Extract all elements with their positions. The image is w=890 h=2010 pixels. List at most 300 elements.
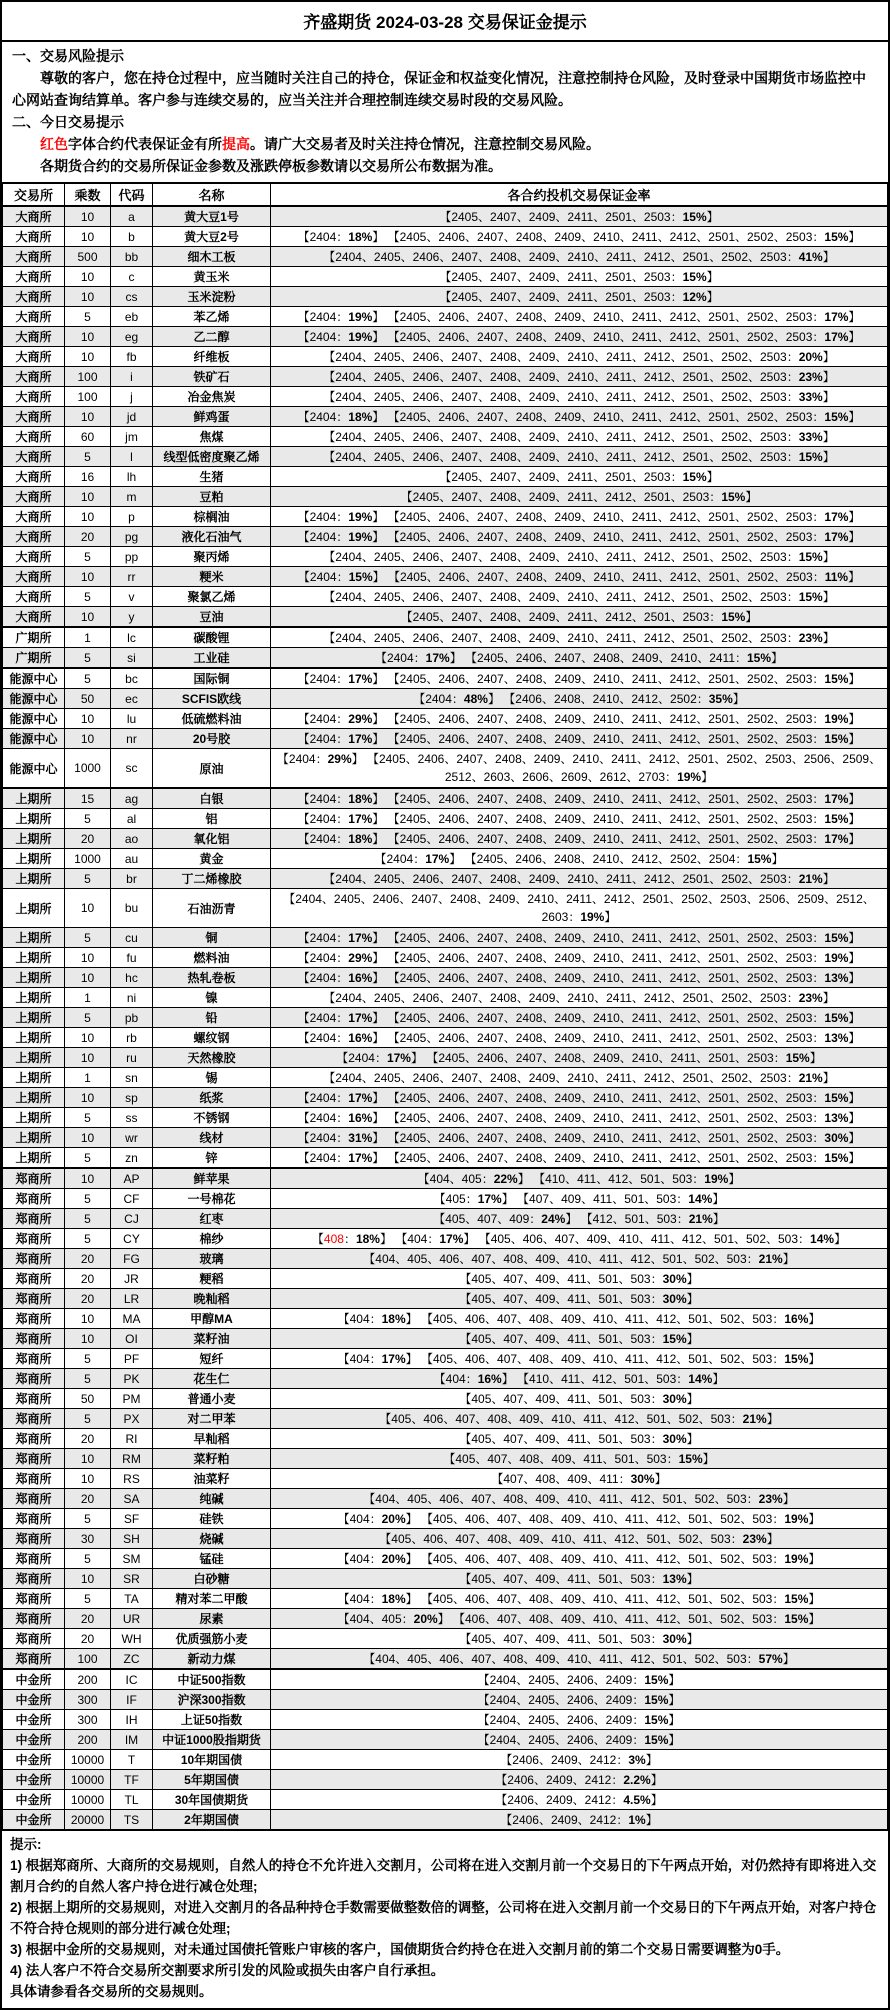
red-highlight-text: 提高	[222, 136, 250, 152]
code-cell: bc	[111, 668, 153, 689]
table-row	[3, 1209, 888, 1229]
table-row	[3, 206, 888, 227]
exchange-cell: 上期所	[3, 1128, 65, 1148]
multiplier-cell: 15	[65, 788, 111, 809]
margin-rates-cell: 【404：20%】 【405、406、407、408、409、410、411、412、501、502、503：19%】	[271, 1509, 888, 1529]
table-row	[3, 1569, 888, 1589]
product-name-cell: 黄大豆2号	[153, 227, 271, 247]
exchange-cell: 大商所	[3, 427, 65, 447]
multiplier-cell: 20	[65, 1429, 111, 1449]
table-row	[3, 1369, 888, 1389]
multiplier-cell: 5	[65, 1189, 111, 1209]
table-row	[3, 347, 888, 367]
exchange-cell: 郑商所	[3, 1329, 65, 1349]
multiplier-cell: 10	[65, 948, 111, 968]
code-cell: ni	[111, 988, 153, 1008]
margin-rates-cell: 【2404、2405、2406、2407、2408、2409、2410、2411、2412、2501、2502、2503：33%】	[271, 387, 888, 407]
exchange-cell: 大商所	[3, 267, 65, 287]
product-name-cell: 棕榈油	[153, 507, 271, 527]
multiplier-cell: 20	[65, 1629, 111, 1649]
raised-margin-contract: 408	[323, 1231, 344, 1246]
multiplier-cell: 200	[65, 1730, 111, 1750]
margin-rates-cell: 【2405、2407、2409、2411、2501、2503：15%】	[271, 467, 888, 487]
table-row	[3, 829, 888, 849]
table-row	[3, 1649, 888, 1670]
exchange-cell: 郑商所	[3, 1589, 65, 1609]
code-cell: IH	[111, 1710, 153, 1730]
exchange-cell: 郑商所	[3, 1369, 65, 1389]
margin-rates-cell: 【2404、2405、2406、2409：15%】	[271, 1690, 888, 1710]
code-cell: v	[111, 587, 153, 607]
table-row	[3, 507, 888, 527]
exchange-cell: 郑商所	[3, 1189, 65, 1209]
table-row	[3, 467, 888, 487]
multiplier-cell: 5	[65, 1409, 111, 1429]
margin-rates-cell: 【405、407、409、411、501、503：30%】	[271, 1629, 888, 1649]
multiplier-cell: 20	[65, 1609, 111, 1629]
multiplier-cell: 5	[65, 1589, 111, 1609]
product-name-cell: 晚籼稻	[153, 1289, 271, 1309]
exchange-cell: 郑商所	[3, 1349, 65, 1369]
multiplier-cell: 1000	[65, 749, 111, 789]
code-cell: al	[111, 809, 153, 829]
table-row	[3, 1710, 888, 1730]
multiplier-cell: 5	[65, 1148, 111, 1169]
margin-rates-cell: 【405、407、408、409、411、501、503：15%】	[271, 1449, 888, 1469]
margin-rates-cell: 【404、405、406、407、408、409、410、411、412、501、502、503：57%】	[271, 1649, 888, 1670]
product-name-cell: 聚丙烯	[153, 547, 271, 567]
exchange-cell: 郑商所	[3, 1509, 65, 1529]
code-cell: bb	[111, 247, 153, 267]
margin-rates-cell: 【405：17%】 【407、409、411、501、503：14%】	[271, 1189, 888, 1209]
product-name-cell: 精对苯二甲酸	[153, 1589, 271, 1609]
margin-rates-cell: 【2404：19%】 【2405、2406、2407、2408、2409、2410、2411、2412、2501、2502、2503：17%】	[271, 307, 888, 327]
table-row	[3, 1609, 888, 1629]
product-name-cell: 新动力煤	[153, 1649, 271, 1670]
code-cell: i	[111, 367, 153, 387]
table-row	[3, 849, 888, 869]
code-cell: lc	[111, 627, 153, 648]
margin-rates-cell: 【2404：17%】 【2405、2406、2407、2408、2409、2410、2411、2412、2501、2502、2503：15%】	[271, 928, 888, 948]
multiplier-cell: 10	[65, 1449, 111, 1469]
code-cell: sn	[111, 1068, 153, 1088]
table-row	[3, 1509, 888, 1529]
margin-rates-cell: 【408：18%】 【404：17%】 【405、406、407、409、410、411、412、501、502、503：14%】	[271, 1229, 888, 1249]
table-row	[3, 1229, 888, 1249]
multiplier-cell: 5	[65, 307, 111, 327]
code-cell: b	[111, 227, 153, 247]
product-name-cell: 豆粕	[153, 487, 271, 507]
code-cell: ag	[111, 788, 153, 809]
multiplier-cell: 10	[65, 889, 111, 928]
exchange-cell: 上期所	[3, 1068, 65, 1088]
product-name-cell: 纸浆	[153, 1088, 271, 1108]
exchange-cell: 上期所	[3, 1108, 65, 1128]
multiplier-cell: 5	[65, 1108, 111, 1128]
product-name-cell: 碳酸锂	[153, 627, 271, 648]
product-name-cell: 中证1000股指期货	[153, 1730, 271, 1750]
code-cell: PK	[111, 1369, 153, 1389]
exchange-cell: 中金所	[3, 1810, 65, 1831]
exchange-cell: 上期所	[3, 889, 65, 928]
exchange-cell: 中金所	[3, 1710, 65, 1730]
table-row	[3, 607, 888, 628]
code-cell: SR	[111, 1569, 153, 1589]
table-row	[3, 267, 888, 287]
multiplier-cell: 10	[65, 206, 111, 227]
multiplier-cell: 1	[65, 627, 111, 648]
margin-rates-cell: 【405、407、409、411、501、503：15%】	[271, 1329, 888, 1349]
product-name-cell: 30年国债期货	[153, 1790, 271, 1810]
margin-rates-cell: 【404：16%】 【410、411、412、501、503：14%】	[271, 1369, 888, 1389]
product-name-cell: 鲜苹果	[153, 1168, 271, 1189]
code-cell: TF	[111, 1770, 153, 1790]
table-row	[3, 407, 888, 427]
exchange-cell: 能源中心	[3, 749, 65, 789]
header-name: 名称	[153, 183, 271, 206]
margin-rates-cell: 【405、407、409、411、501、503：30%】	[271, 1429, 888, 1449]
table-row	[3, 709, 888, 729]
product-name-cell: 低硫燃料油	[153, 709, 271, 729]
product-name-cell: 工业硅	[153, 648, 271, 669]
note-line: 3) 根据中金所的交易规则，对未通过国债托管账户审核的客户，国债期货合约持仓在进入交割月前的第二个交易日需要调整为0手。	[10, 1942, 790, 1957]
code-cell: hc	[111, 968, 153, 988]
exchange-cell: 中金所	[3, 1790, 65, 1810]
margin-rates-cell: 【405、406、407、408、409、410、411、412、501、502、503：21%】	[271, 1409, 888, 1429]
table-row	[3, 948, 888, 968]
exchange-cell: 上期所	[3, 968, 65, 988]
exchange-cell: 郑商所	[3, 1449, 65, 1469]
multiplier-cell: 5	[65, 668, 111, 689]
multiplier-cell: 5	[65, 928, 111, 948]
code-cell: cs	[111, 287, 153, 307]
exchange-cell: 中金所	[3, 1770, 65, 1790]
exchange-cell: 大商所	[3, 527, 65, 547]
exchange-cell: 郑商所	[3, 1489, 65, 1509]
exchange-cell: 上期所	[3, 1028, 65, 1048]
product-name-cell: 油菜籽	[153, 1469, 271, 1489]
margin-rates-cell: 【2404：19%】 【2405、2406、2407、2408、2409、2410、2411、2412、2501、2502、2503：17%】	[271, 527, 888, 547]
code-cell: fu	[111, 948, 153, 968]
code-cell: RI	[111, 1429, 153, 1449]
product-name-cell: 液化石油气	[153, 527, 271, 547]
margin-rates-cell: 【405、407、409、411、501、503：30%】	[271, 1389, 888, 1409]
code-cell: p	[111, 507, 153, 527]
table-row	[3, 928, 888, 948]
product-name-cell: 乙二醇	[153, 327, 271, 347]
notes-section	[2, 1831, 888, 2008]
product-name-cell: 线型低密度聚乙烯	[153, 447, 271, 467]
exchange-cell: 郑商所	[3, 1649, 65, 1670]
margin-rates-cell: 【2404：48%】 【2406、2408、2410、2412、2502：35%】	[271, 689, 888, 709]
multiplier-cell: 100	[65, 387, 111, 407]
multiplier-cell: 5	[65, 1349, 111, 1369]
table-row	[3, 1549, 888, 1569]
code-cell: si	[111, 648, 153, 669]
today-line1	[12, 133, 878, 155]
exchange-cell: 上期所	[3, 829, 65, 849]
multiplier-cell: 10	[65, 1329, 111, 1349]
exchange-cell: 大商所	[3, 587, 65, 607]
exchange-cell: 上期所	[3, 809, 65, 829]
product-name-cell: 豆油	[153, 607, 271, 628]
table-row	[3, 889, 888, 928]
code-cell: TS	[111, 1810, 153, 1831]
multiplier-cell: 20	[65, 829, 111, 849]
table-row	[3, 1148, 888, 1169]
margin-rates-cell: 【2404：17%】 【2405、2406、2408、2410、2412、2502、2504：15%】	[271, 849, 888, 869]
exchange-cell: 大商所	[3, 227, 65, 247]
code-cell: ss	[111, 1108, 153, 1128]
code-cell: ZC	[111, 1649, 153, 1670]
exchange-cell: 大商所	[3, 487, 65, 507]
margin-rates-cell: 【2404、2405、2406、2407、2408、2409、2410、2411、2412、2501、2502、2503：15%】	[271, 547, 888, 567]
table-row	[3, 1329, 888, 1349]
exchange-cell: 中金所	[3, 1669, 65, 1690]
product-name-cell: 黄大豆1号	[153, 206, 271, 227]
margin-rates-cell: 【2404：18%】 【2405、2406、2407、2408、2409、2410、2411、2412、2501、2502、2503：17%】	[271, 788, 888, 809]
product-name-cell: 一号棉花	[153, 1189, 271, 1209]
margin-rates-cell: 【2404：16%】 【2405、2406、2407、2408、2409、2410、2411、2412、2501、2502、2503：13%】	[271, 968, 888, 988]
multiplier-cell: 10	[65, 287, 111, 307]
table-row	[3, 247, 888, 267]
code-cell: m	[111, 487, 153, 507]
table-row	[3, 729, 888, 749]
product-name-cell: 尿素	[153, 1609, 271, 1629]
risk-heading: 一、交易风险提示	[12, 48, 124, 64]
exchange-cell: 广期所	[3, 648, 65, 669]
margin-rates-cell: 【2405、2407、2409、2411、2501、2503：15%】	[271, 206, 888, 227]
code-cell: PX	[111, 1409, 153, 1429]
exchange-cell: 郑商所	[3, 1309, 65, 1329]
table-row	[3, 668, 888, 689]
product-name-cell: 锌	[153, 1148, 271, 1169]
exchange-cell: 大商所	[3, 467, 65, 487]
multiplier-cell: 500	[65, 247, 111, 267]
product-name-cell: 生猪	[153, 467, 271, 487]
risk-text: 尊敬的客户，您在持仓过程中，应当随时关注自己的持仓，保证金和权益变化情况，注意控制持仓风险，及时登录中国期货市场监控中心网站查询结算单。客户参与连续交易的，应当关注并合理控制连续交易时段的交易风险。	[12, 70, 866, 108]
code-cell: CY	[111, 1229, 153, 1249]
multiplier-cell: 10	[65, 507, 111, 527]
code-cell: a	[111, 206, 153, 227]
margin-rates-cell: 【2404：15%】 【2405、2406、2407、2408、2409、2410、2411、2412、2501、2502、2503：11%】	[271, 567, 888, 587]
table-row	[3, 1750, 888, 1770]
product-name-cell: 上证50指数	[153, 1710, 271, 1730]
multiplier-cell: 300	[65, 1710, 111, 1730]
table-row	[3, 648, 888, 669]
table-row	[3, 1770, 888, 1790]
multiplier-cell: 10	[65, 1028, 111, 1048]
product-name-cell: 铁矿石	[153, 367, 271, 387]
margin-rates-table	[2, 182, 888, 1831]
exchange-cell: 能源中心	[3, 729, 65, 749]
margin-rates-cell: 【404、405、406、407、408、409、410、411、412、501、502、503：21%】	[271, 1249, 888, 1269]
product-name-cell: 线材	[153, 1128, 271, 1148]
table-row	[3, 1068, 888, 1088]
red-highlight-text: 红色	[40, 136, 68, 152]
product-name-cell: 燃料油	[153, 948, 271, 968]
code-cell: pp	[111, 547, 153, 567]
table-row	[3, 1690, 888, 1710]
table-row	[3, 1349, 888, 1369]
code-cell: ec	[111, 689, 153, 709]
code-cell: eg	[111, 327, 153, 347]
product-name-cell: 原油	[153, 749, 271, 789]
margin-rates-cell: 【2404：31%】 【2405、2406、2407、2408、2409、2410、2411、2412、2501、2502、2503：30%】	[271, 1128, 888, 1148]
margin-rates-cell: 【2404：16%】 【2405、2406、2407、2408、2409、2410、2411、2412、2501、2502、2503：13%】	[271, 1028, 888, 1048]
product-name-cell: 铅	[153, 1008, 271, 1028]
intro-text: 。请广大交易者及时关注持仓情况，注意控制交易风险。	[250, 136, 600, 152]
multiplier-cell: 20	[65, 1249, 111, 1269]
code-cell: lu	[111, 709, 153, 729]
page-title: 齐盛期货 2024-03-28 交易保证金提示	[2, 2, 888, 42]
table-row	[3, 1269, 888, 1289]
table-row	[3, 1489, 888, 1509]
multiplier-cell: 5	[65, 809, 111, 829]
table-row	[3, 307, 888, 327]
multiplier-cell: 50	[65, 689, 111, 709]
exchange-cell: 郑商所	[3, 1289, 65, 1309]
exchange-cell: 上期所	[3, 788, 65, 809]
exchange-cell: 上期所	[3, 849, 65, 869]
code-cell: y	[111, 607, 153, 628]
multiplier-cell: 200	[65, 1669, 111, 1690]
table-row	[3, 447, 888, 467]
table-row	[3, 1309, 888, 1329]
product-name-cell: 铜	[153, 928, 271, 948]
multiplier-cell: 30	[65, 1529, 111, 1549]
header-margin-rates: 各合约投机交易保证金率	[271, 183, 888, 206]
margin-rates-cell: 【404：18%】 【405、406、407、408、409、410、411、412、501、502、503：16%】	[271, 1309, 888, 1329]
code-cell: SF	[111, 1509, 153, 1529]
exchange-cell: 郑商所	[3, 1389, 65, 1409]
code-cell: IC	[111, 1669, 153, 1690]
product-name-cell: 石油沥青	[153, 889, 271, 928]
multiplier-cell: 10	[65, 709, 111, 729]
multiplier-cell: 5	[65, 587, 111, 607]
margin-rates-cell: 【2404：17%】 【2405、2406、2407、2408、2409、2410、2411、2412、2501、2502、2503：15%】	[271, 1008, 888, 1028]
table-row	[3, 627, 888, 648]
note-line: 4) 法人客户不符合交易所交割要求所引发的风险或损失由客户自行承担。	[10, 1963, 445, 1978]
code-cell: WH	[111, 1629, 153, 1649]
header-exchange: 交易所	[3, 183, 65, 206]
exchange-cell: 大商所	[3, 247, 65, 267]
code-cell: T	[111, 1750, 153, 1770]
product-name-cell: 白银	[153, 788, 271, 809]
multiplier-cell: 10	[65, 607, 111, 628]
intro-text: 字体合约代表保证金有所	[68, 136, 222, 152]
margin-rates-cell: 【404：20%】 【405、406、407、408、409、410、411、412、501、502、503：19%】	[271, 1549, 888, 1569]
margin-rates-cell: 【404、405、406、407、408、409、410、411、412、501、502、503：23%】	[271, 1489, 888, 1509]
today-line2: 各期货合约的交易所保证金参数及涨跌停板参数请以交易所公布数据为准。	[40, 158, 502, 174]
code-cell: j	[111, 387, 153, 407]
code-cell: ru	[111, 1048, 153, 1068]
margin-rates-cell: 【404：18%】 【405、406、407、408、409、410、411、412、501、502、503：15%】	[271, 1589, 888, 1609]
code-cell: rr	[111, 567, 153, 587]
product-name-cell: 红枣	[153, 1209, 271, 1229]
product-name-cell: 粳稻	[153, 1269, 271, 1289]
multiplier-cell: 10	[65, 407, 111, 427]
multiplier-cell: 10	[65, 347, 111, 367]
product-name-cell: 菜籽粕	[153, 1449, 271, 1469]
table-row	[3, 367, 888, 387]
product-name-cell: 螺纹钢	[153, 1028, 271, 1048]
product-name-cell: 国际铜	[153, 668, 271, 689]
margin-rates-cell: 【2404、2405、2406、2407、2408、2409、2410、2411、2412、2501、2502、2503：23%】	[271, 627, 888, 648]
multiplier-cell: 10000	[65, 1770, 111, 1790]
margin-rates-cell: 【405、407、409、411、501、503：30%】	[271, 1269, 888, 1289]
multiplier-cell: 20	[65, 1289, 111, 1309]
margin-rates-cell: 【2404、2405、2406、2407、2408、2409、2410、2411、2412、2501、2502、2503：23%】	[271, 367, 888, 387]
exchange-cell: 郑商所	[3, 1269, 65, 1289]
margin-rates-cell: 【2406、2409、2412：1%】	[271, 1810, 888, 1831]
exchange-cell: 郑商所	[3, 1209, 65, 1229]
exchange-cell: 郑商所	[3, 1429, 65, 1449]
margin-rates-cell: 【2404：29%】 【2405、2406、2407、2408、2409、2410、2411、2412、2501、2502、2503：19%】	[271, 948, 888, 968]
exchange-cell: 中金所	[3, 1730, 65, 1750]
table-row	[3, 387, 888, 407]
code-cell: jm	[111, 427, 153, 447]
exchange-cell: 上期所	[3, 1048, 65, 1068]
margin-rates-cell: 【2404：17%】 【2405、2406、2407、2408、2409、2410、2411、2501、2503：15%】	[271, 1048, 888, 1068]
code-cell: PF	[111, 1349, 153, 1369]
multiplier-cell: 10	[65, 567, 111, 587]
margin-rates-cell: 【2404、2405、2406、2409：15%】	[271, 1669, 888, 1690]
margin-rates-cell: 【2404、2405、2406、2409：15%】	[271, 1730, 888, 1750]
exchange-cell: 大商所	[3, 206, 65, 227]
multiplier-cell: 20	[65, 1269, 111, 1289]
product-name-cell: 锡	[153, 1068, 271, 1088]
margin-rates-cell: 【2406、2409、2412：4.5%】	[271, 1790, 888, 1810]
multiplier-cell: 10	[65, 1128, 111, 1148]
multiplier-cell: 100	[65, 367, 111, 387]
table-row	[3, 1128, 888, 1148]
margin-rates-cell: 【2404：19%】 【2405、2406、2407、2408、2409、2410、2411、2412、2501、2502、2503：17%】	[271, 327, 888, 347]
table-row	[3, 1249, 888, 1269]
table-row	[3, 1669, 888, 1690]
code-cell: RS	[111, 1469, 153, 1489]
note-line: 2) 根据上期所的交易规则，对进入交割月的各品种持仓手数需要做整数倍的调整，公司将在进入交割月前一个交易日的下午两点开始，对客户持仓不符合持仓规则的部分进行减仓处理;	[10, 1900, 877, 1936]
note-line: 提示:	[10, 1837, 42, 1852]
multiplier-cell: 10000	[65, 1750, 111, 1770]
table-row	[3, 1449, 888, 1469]
margin-rates-cell: 【2404、2405、2406、2407、2408、2409、2410、2411、2412、2501、2502、2503：15%】	[271, 447, 888, 467]
product-name-cell: 细木工板	[153, 247, 271, 267]
code-cell: SM	[111, 1549, 153, 1569]
exchange-cell: 大商所	[3, 447, 65, 467]
exchange-cell: 中金所	[3, 1690, 65, 1710]
multiplier-cell: 10	[65, 1088, 111, 1108]
note-line: 1) 根据郑商所、大商所的交易规则，自然人的持仓不允许进入交割月，公司将在进入交割月前一个交易日的下午两点开始，对仍然持有即将进入交割月合约的自然人客户持仓进行减仓处理;	[10, 1858, 877, 1894]
product-name-cell: 鲜鸡蛋	[153, 407, 271, 427]
exchange-cell: 上期所	[3, 1088, 65, 1108]
product-name-cell: 白砂糖	[153, 1569, 271, 1589]
code-cell: FG	[111, 1249, 153, 1269]
intro-section	[2, 42, 888, 182]
multiplier-cell: 5	[65, 1209, 111, 1229]
product-name-cell: 2年期国债	[153, 1810, 271, 1831]
exchange-cell: 能源中心	[3, 709, 65, 729]
table-row	[3, 1589, 888, 1609]
code-cell: wr	[111, 1128, 153, 1148]
table-row	[3, 988, 888, 1008]
exchange-cell: 大商所	[3, 307, 65, 327]
table-row	[3, 869, 888, 889]
exchange-cell: 大商所	[3, 327, 65, 347]
margin-rates-cell: 【2404、2405、2406、2409：15%】	[271, 1710, 888, 1730]
note-line: 具体请参看各交易所的交易规则。	[10, 1984, 213, 1999]
product-name-cell: 热轧卷板	[153, 968, 271, 988]
